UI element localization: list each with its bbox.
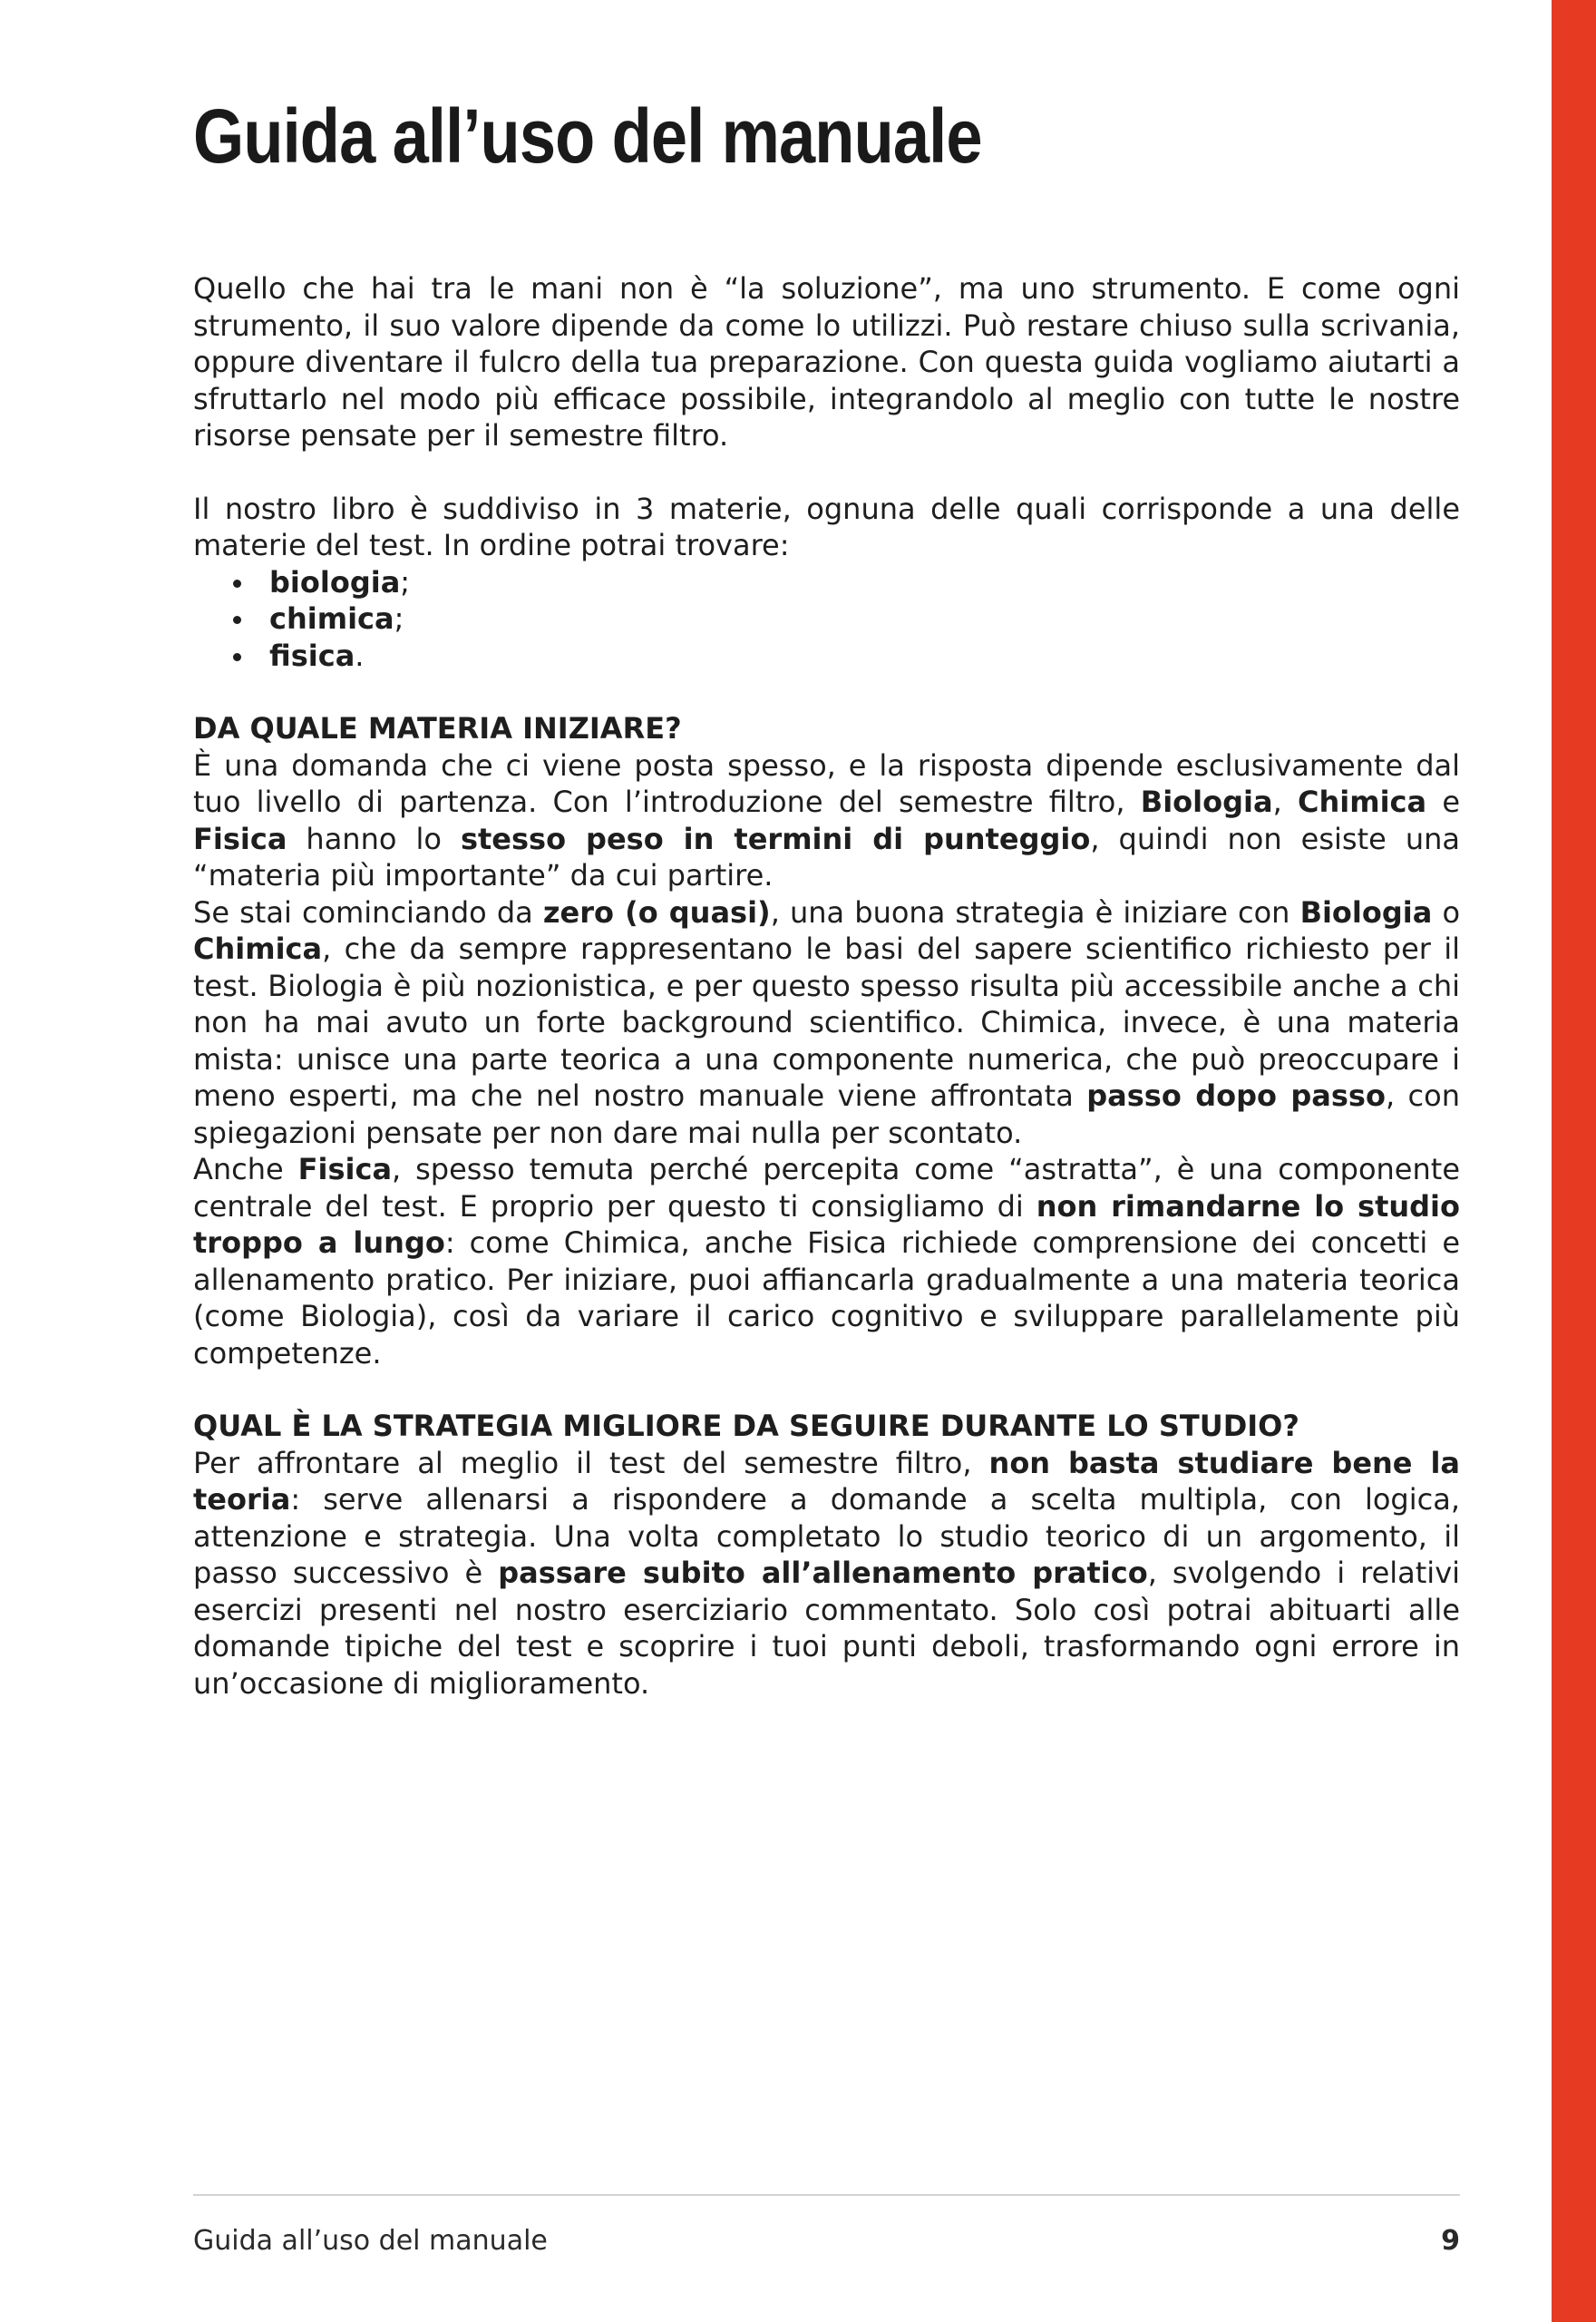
section-paragraph: Per affrontare al meglio il test del semestre filtro, non basta studiare bene la teoria: serve allenarsi a rispondere a domande a scelta multipla, con logica, attenzione e strategia. Una volta completato lo studio teorico di un argomento, il passo successivo è passare subito all’allenamento pratico, svolgendo i relativi esercizi presenti nel nostro eserciziario commentato. Solo così potrai abituarti alle domande tipiche del test e scoprire i tuoi punti deboli, trasformando ogni errore in un’occasione di miglioramento.	[193, 1445, 1461, 1701]
list-item	[269, 600, 1460, 638]
subjects-intro-paragraph: Il nostro libro è suddiviso in 3 materie, ognuna delle quali corrisponde a una delle materie del test. In ordine potrai trovare:	[193, 491, 1460, 562]
list-punctuation: ;	[400, 564, 411, 600]
list-punctuation: .	[355, 638, 365, 673]
list-item	[269, 638, 1460, 675]
section-heading: QUAL È LA STRATEGIA MIGLIORE DA SEGUIRE DURANTE LO STUDIO?	[193, 1409, 1299, 1443]
section-paragraph: Anche Fisica, spesso temuta perché percepita come “astratta”, è una componente centrale del test. E proprio per questo ti consigliamo di non rimandarne lo studio troppo a lungo: come Chimica, anche Fisica richiede comprensione dei concetti e allenamento pratico. Per iniziare, puoi affiancarla gradualmente a una materia teorica (come Biologia), così da variare il carico cognitivo e sviluppare parallelamente più competenze.	[193, 1152, 1461, 1371]
subjects-list	[193, 564, 1460, 675]
subject-name: biologia	[269, 564, 401, 600]
subject-name: fisica	[269, 638, 355, 673]
section-paragraph: Se stai cominciando da zero (o quasi), una buona strategia è iniziare con Biologia o Chimica, che da sempre rappresentano le basi del sapere scientifico richiesto per il test. Biologia è più nozionistica, e per questo spesso risulta più accessibile anche a chi non ha mai avuto un forte background scientifico. Chimica, invece, è una materia mista: unisce una parte teorica a una componente numerica, che può preoccupare i meno esperti, ma che nel nostro manuale viene affrontata passo dopo passo, con spiegazioni pensate per non dare mai nulla per scontato.	[193, 894, 1461, 1150]
footer-divider	[193, 2194, 1460, 2196]
footer-running-title: Guida all’uso del manuale	[193, 2225, 548, 2257]
list-punctuation: ;	[394, 601, 404, 636]
page-number: 9	[1441, 2225, 1460, 2257]
page-title: Guida all’uso del manuale	[193, 93, 982, 179]
section-paragraph: È una domanda che ci viene posta spesso, e la risposta dipende esclusivamente dal tuo livello di partenza. Con l’introduzione del semestre filtro, Biologia, Chimica e Fisica hanno lo stesso peso in termini di punteggio, quindi non esiste una “materia più importante” da cui partire.	[193, 747, 1461, 893]
page-body	[193, 270, 1460, 1702]
accent-side-bar	[1552, 0, 1596, 2322]
list-item	[269, 564, 1460, 601]
subject-name: chimica	[269, 601, 394, 636]
intro-paragraph: Quello che hai tra le mani non è “la soluzione”, ma uno strumento. E come ogni strumento, il suo valore dipende da come lo utilizzi. Può restare chiuso sulla scrivania, oppure diventare il fulcro della tua preparazione. Con questa guida vogliamo aiutarti a sfruttarlo nel modo più efficace possibile, integrandolo al meglio con tutte le nostre risorse pensate per il semestre filtro.	[193, 271, 1460, 453]
section-heading: DA QUALE MATERIA INIZIARE?	[193, 711, 682, 746]
